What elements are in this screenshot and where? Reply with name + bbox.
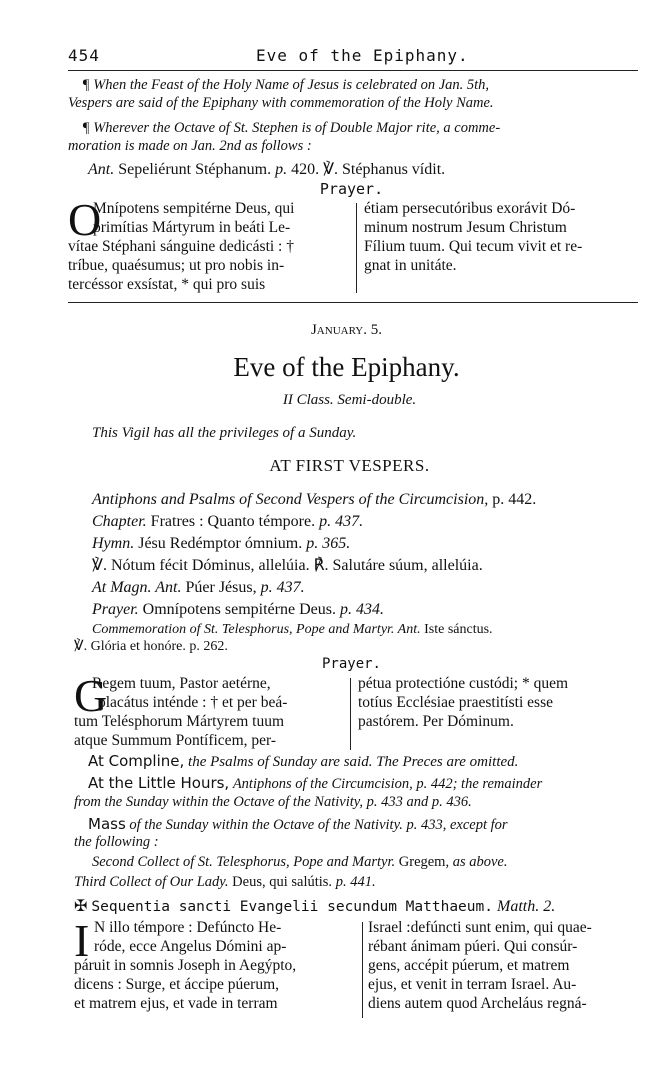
prayer-line: Regem tuum, Pastor aetérne, xyxy=(92,675,271,692)
prayer2-right-column xyxy=(358,674,643,731)
item-ref: p. 437. xyxy=(319,513,364,530)
column-divider xyxy=(350,678,351,750)
compline-label: At Compline, xyxy=(88,752,185,770)
running-head xyxy=(68,46,638,66)
header-rule xyxy=(68,70,638,71)
second-collect xyxy=(92,854,507,872)
first-vespers-heading: AT FIRST VESPERS. xyxy=(269,456,430,475)
ant-ref-p: p. xyxy=(275,161,288,178)
gospel-line: dicens : Surge, et áccipe púerum, xyxy=(74,976,280,993)
page-number: 454 xyxy=(68,46,100,65)
prayer-line: minum nostrum Jesum Christum xyxy=(364,219,567,236)
vespers-item-antiphons xyxy=(92,490,536,509)
rubric-holy-name xyxy=(82,77,642,95)
drop-cap: O xyxy=(68,194,102,245)
prayer-right-column xyxy=(364,199,644,275)
gospel-line: diens autem quod Archeláus regná- xyxy=(368,995,587,1012)
vespers-item-magnificat xyxy=(92,578,305,597)
vigil-note: This Vigil has all the privileges of a Sunday. xyxy=(92,425,357,441)
rubric-st-stephen: ¶ Wherever the Octave of St. Stephen is of Double Major rite, a comme- xyxy=(82,120,501,136)
mass-line-2: the following : xyxy=(74,834,159,850)
item-text: Nótum fécit Dóminus, allelúia. ℟. Salutáre súum, allelúia. xyxy=(110,557,483,574)
versicle-symbol: ℣. xyxy=(323,161,339,178)
commemoration-line xyxy=(92,621,493,639)
little-hours-line-2: from the Sunday within the Octave of the Nativity, p. 433 and p. 436. xyxy=(74,794,472,810)
collect-roman: Deus, qui salútis. xyxy=(232,874,333,890)
gospel-right-column xyxy=(368,918,648,1013)
item-label: Hymn. xyxy=(92,535,135,552)
item-label: Chapter. xyxy=(92,513,147,530)
gospel-line: ejus, et venit in terram Israel. Au- xyxy=(368,976,577,993)
feast-title: Eve of the Epiphany. xyxy=(233,352,460,382)
prayer2-heading: Prayer. xyxy=(321,656,381,672)
mass-label: Mass xyxy=(88,815,126,833)
little-hours-text: Antiphons of the Circumcision, p. 442; the remainder xyxy=(232,776,543,792)
prayer-line: Mnípotens sempitérne Deus, qui xyxy=(93,200,295,217)
antiphon-line xyxy=(88,160,445,179)
collect-tail: as above. xyxy=(452,854,508,870)
vespers-item-chapter xyxy=(92,512,363,531)
ant-label: Ant. xyxy=(88,161,115,178)
collect-italic: Second Collect of St. Telesphorus, Pope and Martyr. xyxy=(92,854,396,870)
rubric-line: ¶ When the Feast of the Holy Name of Jesus is celebrated on Jan. 5th, xyxy=(82,77,490,93)
gospel-heading xyxy=(74,897,555,917)
gospel-line: róde, ecce Angelus Dómini ap- xyxy=(94,938,287,955)
prayer-line: primítias Mártyrum in beáti Le- xyxy=(93,219,291,236)
gospel-line: Israel :defúncti sunt enim, qui quae- xyxy=(368,919,592,936)
gospel-ref: Matth. 2. xyxy=(496,898,556,915)
gospel-line: rébant ánimam púeri. Qui consúr- xyxy=(368,938,578,955)
rubric-line: Vespers are said of the Epiphany with commemoration of the Holy Name. xyxy=(68,95,494,111)
prayer-line: Fílium tuum. Qui tecum vivit et re- xyxy=(364,238,583,255)
gospel-line: et matrem ejus, et vade in terram xyxy=(74,995,278,1012)
prayer-line: tercéssor exsístat, * qui pro suis xyxy=(68,276,266,293)
prayer-line: pétua protectióne custódi; * quem xyxy=(358,675,569,692)
item-label: Antiphons and Psalms of Second Vespers of the Circumcision, xyxy=(92,491,489,508)
item-label: At Magn. Ant. xyxy=(92,579,182,596)
commem-roman: Iste sánctus. xyxy=(424,622,493,637)
prayer-line: pastórem. Per Dóminum. xyxy=(358,713,514,730)
prayer-heading: Prayer. xyxy=(319,180,384,198)
item-ref: p. 442. xyxy=(492,491,537,508)
prayer-line: tríbue, quaésumus; ut pro nobis in- xyxy=(68,257,285,274)
little-hours-line xyxy=(88,774,542,794)
vespers-item-prayer xyxy=(92,600,384,619)
gospel-line: páruit in somnis Joseph in Aegýpto, xyxy=(74,957,297,974)
column-divider xyxy=(356,203,357,293)
gospel-line: N illo témpore : Defúncto He- xyxy=(94,919,282,936)
item-text: Fratres : Quanto témpore. xyxy=(150,513,316,530)
column-divider xyxy=(362,922,363,1018)
prayer-line: tum Telésphorum Mártyrem tuum xyxy=(74,713,284,730)
mass-line xyxy=(88,815,508,835)
compline-line xyxy=(88,752,518,772)
prayer-left-column xyxy=(68,194,350,294)
vespers-item-hymn xyxy=(92,534,350,553)
commemoration-versicle: ℣. Glória et honóre. p. 262. xyxy=(74,639,228,654)
cross-icon: ✠ xyxy=(74,898,88,915)
commem-italic: Commemoration of St. Telesphorus, Pope and Martyr. Ant. xyxy=(92,622,421,637)
collect-italic: Third Collect of Our Lady. xyxy=(74,874,229,890)
item-ref: p. 434. xyxy=(339,601,384,618)
ant-ref-num: 420. xyxy=(291,161,320,178)
vespers-item-versicle xyxy=(92,556,483,575)
feast-class: II Class. Semi-double. xyxy=(282,392,417,408)
feast-date: January. 5. xyxy=(310,322,383,338)
drop-cap: G xyxy=(74,670,108,721)
mass-text: of the Sunday within the Octave of the Nativity. p. 433, except for xyxy=(129,817,508,833)
item-label: Prayer. xyxy=(92,601,139,618)
ant-text: Sepeliérunt Stéphanum. xyxy=(118,161,272,178)
prayer-line: gnat in unitáte. xyxy=(364,257,457,274)
versicle-text: Stéphanus vídit. xyxy=(342,161,446,178)
prayer2-left-column xyxy=(74,670,344,750)
gospel-line: gens, accépit púerum, et matrem xyxy=(368,957,570,974)
item-ref: p. 437. xyxy=(260,579,305,596)
running-title: Eve of the Epiphany. xyxy=(256,46,469,65)
gospel-left-column xyxy=(74,915,358,1013)
prayer-line: vítae Stéphani sánguine dedicásti : † xyxy=(68,238,294,255)
compline-text: the Psalms of Sunday are said. The Preces are omitted. xyxy=(188,754,519,770)
item-ref: p. 365. xyxy=(306,535,351,552)
prayer-line: atque Summum Pontíficem, per- xyxy=(74,732,277,749)
third-collect xyxy=(74,874,376,892)
collect-roman: Gregem, xyxy=(398,854,450,870)
item-text: Omnípotens sempitérne Deus. xyxy=(142,601,336,618)
collect-ref: p. 441. xyxy=(335,874,376,890)
section-rule xyxy=(68,302,638,303)
item-label: ℣. xyxy=(92,557,107,574)
rubric-line: moration is made on Jan. 2nd as follows : xyxy=(68,138,312,154)
drop-cap: I xyxy=(74,915,90,966)
prayer-line: étiam persecutóribus exorávit Dó- xyxy=(364,200,576,217)
item-text: Púer Jésus, xyxy=(185,579,257,596)
little-hours-label: At the Little Hours, xyxy=(88,774,230,792)
prayer-line: placátus inténde : † et per beá- xyxy=(98,694,288,711)
gospel-title: Sequentia sancti Evangelii secundum Matthaeum. xyxy=(91,899,493,915)
item-text: Jésu Redémptor ómnium. xyxy=(138,535,303,552)
prayer-line: totíus Ecclésiae praestitísti esse xyxy=(358,694,553,711)
